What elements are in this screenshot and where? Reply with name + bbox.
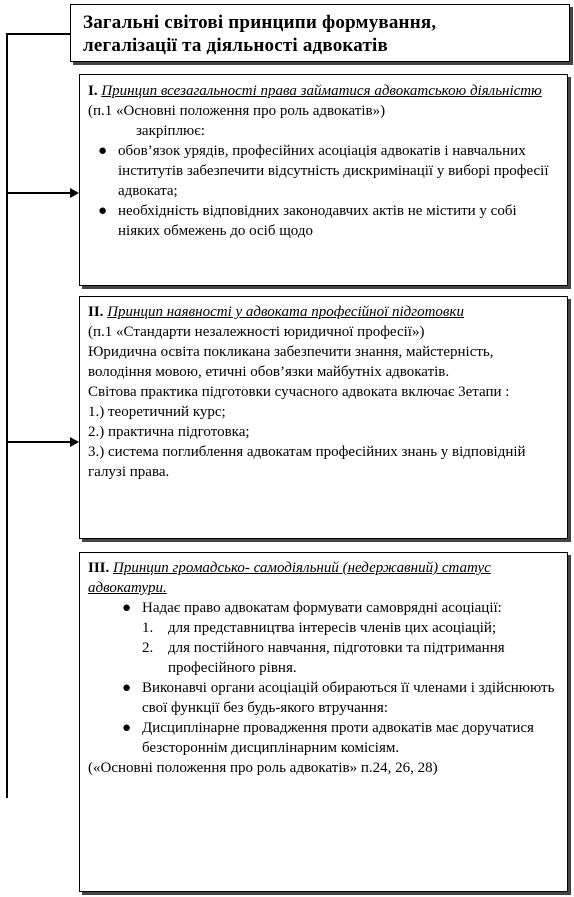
connector-top: [6, 33, 70, 35]
principle-2-title: Принцип наявності у адвоката професійної підготовки: [107, 304, 464, 320]
bullet-icon: ●: [122, 720, 132, 736]
arrow-1-icon: [70, 188, 79, 198]
principle-2-stage-3: 3.) система поглиблення адвокатам професійних знань у відповідній галузі права.: [88, 444, 526, 480]
title-line-1: Загальні світові принципи формування,: [83, 12, 437, 33]
principle-1-heading: [88, 81, 559, 121]
principle-3-heading: [88, 558, 559, 598]
list-item: ● Дисциплінарне провадження проти адвокатів має доручатися безстороннім дисциплінарним комісіям.: [122, 720, 534, 756]
list-item: ● Виконавчі органи асоціацій обираються її членами і здійснюють свої функції без будь-якого втручання:: [122, 680, 555, 716]
connector-vertical: [6, 33, 8, 798]
principle-3-sublist: [142, 618, 559, 678]
bullet-icon: ●: [122, 600, 132, 616]
principle-1-intro: закріплює:: [136, 123, 205, 139]
principle-1-box: [79, 74, 568, 286]
principle-1-bullets: [88, 141, 559, 241]
principle-2-stage-2: 2.) практична підготовка;: [88, 424, 250, 440]
principle-3-numeral: ІІІ.: [88, 560, 110, 576]
list-item: 1. для представництва інтересів членів цих асоціацій;: [142, 620, 497, 636]
principle-2-para-2: Світова практика підготовки сучасного адвоката включає 3етапи :: [88, 384, 510, 400]
list-item: ● обов’язок урядів, професійних асоціація адвокатів і навчальних інститутів забезпечити відсутність дискримінації у виборі професії адвоката;: [98, 143, 549, 199]
principle-3-box: [79, 552, 568, 892]
arrow-2-icon: [70, 437, 79, 447]
connector-branch-2: [6, 441, 70, 443]
list-item: 2. для постійного навчання, підготовки та підтримання професійного рівня.: [142, 640, 505, 676]
bullet-icon: ●: [122, 680, 132, 696]
principle-2-stage-1: 1.) теоретичний курс;: [88, 404, 226, 420]
principle-3-bullets: [88, 598, 559, 758]
principle-2-box: [79, 296, 568, 539]
bullet-icon: ●: [98, 203, 108, 219]
list-item: ● Надає право адвокатам формувати самоврядні асоціації: 1. для представництва інтересів членів цих асоціацій; 2. для постійного навчання, підготовки та підтримання професійного рівня.: [112, 598, 559, 678]
bullet-icon: ●: [98, 143, 108, 159]
principle-1-source: (п.1 «Основні положення про роль адвокатів»): [88, 103, 386, 119]
principle-2-numeral: ІІ.: [88, 304, 104, 320]
principle-3-source: («Основні положення про роль адвокатів» п.24, 26, 28): [88, 760, 438, 776]
title-box: [70, 4, 570, 62]
principle-2-source: (п.1 «Стандарти незалежності юридичної професії»): [88, 324, 425, 340]
principle-1-numeral: І.: [88, 83, 98, 99]
connector-branch-1: [6, 192, 70, 194]
title-line-2: легалізації та діяльності адвокатів: [83, 35, 388, 56]
principle-2-para-1: Юридична освіта покликана забезпечити знання, майстерність, володіння мовою, етичні обов’язки майбутніх адвокатів.: [88, 344, 494, 380]
principle-1-title: Принцип всезагальності права займатися адвокатською діяльністю: [101, 83, 542, 99]
principle-2-heading: [88, 302, 559, 322]
list-item: ● необхідність відповідних законодавчих актів не містити у собі ніяких обмежень до осіб щодо: [98, 203, 517, 239]
principle-3-title: Принцип громадсько- самодіяльний (недержавний) статус адвокатури.: [88, 560, 491, 596]
